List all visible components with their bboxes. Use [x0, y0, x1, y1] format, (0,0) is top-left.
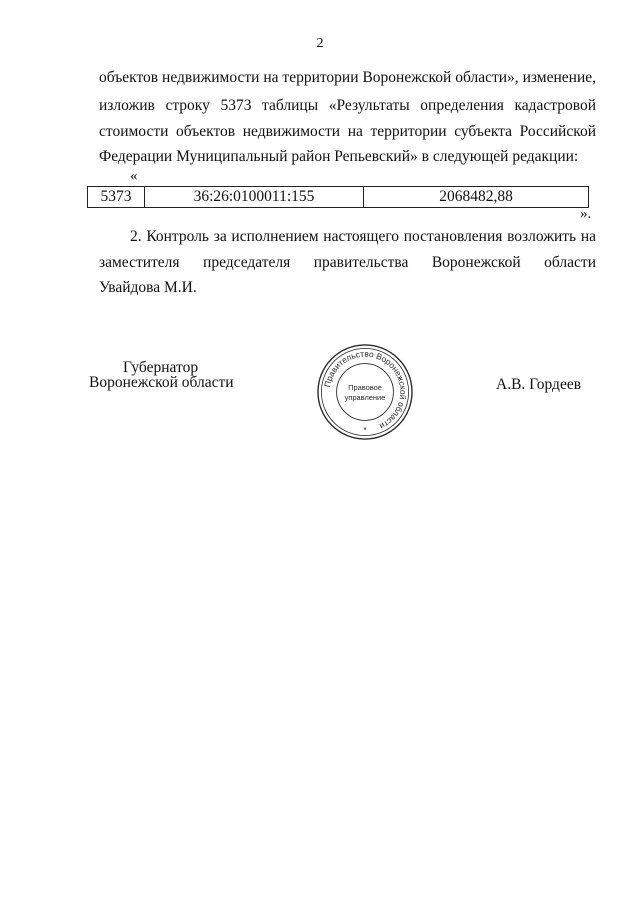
paragraph-2-line-3: Увайдова М.И.	[99, 279, 197, 296]
paragraph-1-line-2: изложив строку 5373 таблицы «Результаты определения кадастровой	[99, 97, 596, 114]
signer-name: А.В. Гордеев	[496, 376, 582, 393]
official-stamp	[316, 343, 414, 441]
paragraph-2-line-1: 2. Контроль за исполнением настоящего постановления возложить на	[130, 228, 596, 245]
closing-quote: ».	[580, 206, 592, 222]
stamp-center-line-1: Правовое	[348, 383, 382, 393]
paragraph-1-line-1: объектов недвижимости на территории Воронежской области», изменение,	[99, 69, 596, 86]
page-number: 2	[316, 36, 324, 51]
stamp-ring-text: Правительство Воронежской области	[322, 348, 409, 432]
table-cell-cadastral-value: 2068482,88	[364, 187, 589, 208]
table-row	[88, 187, 589, 208]
signer-title-line-2: Воронежской области	[89, 374, 234, 391]
paragraph-1-line-3: стоимости объектов недвижимости на территории субъекта Российской	[99, 123, 596, 140]
stamp-center-line-2: управление	[344, 392, 386, 402]
paragraph-1-line-4: Федерации Муниципальный район Репьевский» в следующей редакции:	[99, 148, 579, 165]
opening-quote: «	[130, 168, 138, 184]
cadastral-value-table	[87, 186, 589, 208]
signer-title-line-1: Губернатор	[123, 359, 199, 376]
table-cell-cadastral-number: 36:26:0100011:155	[145, 187, 364, 208]
table-cell-row-number: 5373	[88, 187, 145, 208]
stamp-star-mark: *	[363, 426, 367, 436]
paragraph-2-line-2: заместителя председателя правительства Воронежской области	[99, 254, 596, 271]
